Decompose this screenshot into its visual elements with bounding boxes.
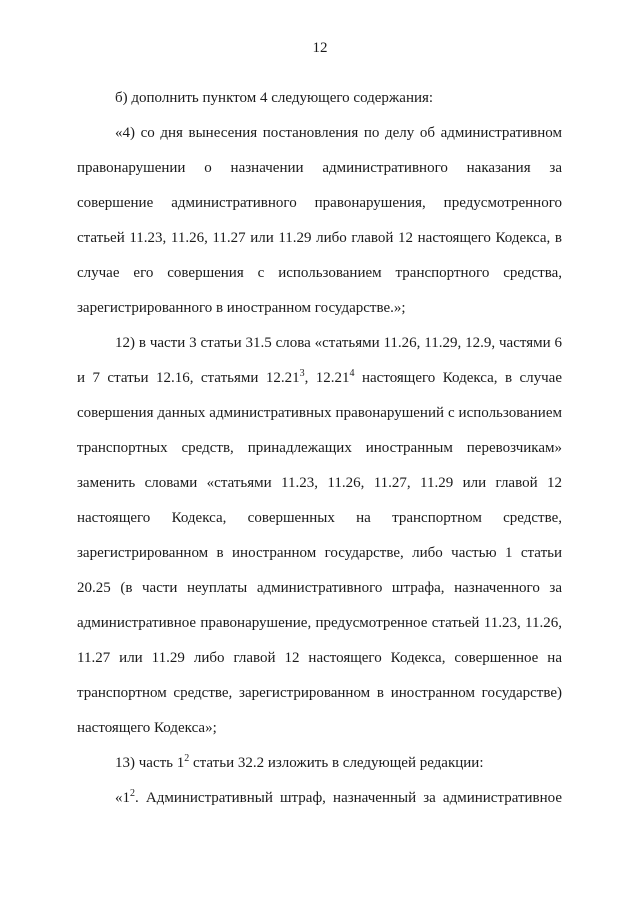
text-line-with-superscripts xyxy=(115,788,562,808)
text-line: правонарушении о назначении административного наказания за xyxy=(77,160,562,176)
text-line: совершение административного правонарушения, предусмотренного xyxy=(77,195,562,211)
text-line-with-superscripts xyxy=(77,368,562,388)
text-line: настоящего Кодекса, совершенных на транспортном средстве, xyxy=(77,510,562,526)
superscript: 3 xyxy=(299,368,305,379)
superscript: 2 xyxy=(130,788,135,799)
superscript: 4 xyxy=(349,368,355,379)
text-segment: , 12.21 xyxy=(304,370,350,386)
page-number: 12 xyxy=(312,40,328,56)
text-line: административное правонарушение, предусмотренное статьей 11.23, 11.26, xyxy=(77,615,562,631)
text-line: 20.25 (в части неуплаты административного штрафа, назначенного за xyxy=(77,580,562,596)
text-line: 11.27 или 11.29 либо главой 12 настоящего Кодекса, совершенное на xyxy=(77,650,562,666)
text-line: б) дополнить пунктом 4 следующего содержания: xyxy=(115,90,434,106)
text-line: зарегистрированного в иностранном государстве.»; xyxy=(77,300,406,316)
text-segment: настоящего Кодекса, в случае xyxy=(354,370,562,386)
text-line: «4) со дня вынесения постановления по делу об административном xyxy=(115,125,562,141)
text-line: 12) в части 3 статьи 31.5 слова «статьями 11.26, 11.29, 12.9, частями 6 xyxy=(115,335,562,351)
text-line: настоящего Кодекса»; xyxy=(77,720,217,736)
text-segment: и 7 статьи 12.16, статьями 12.21 xyxy=(77,370,300,386)
text-line: заменить словами «статьями 11.23, 11.26, 11.27, 11.29 или главой 12 xyxy=(77,475,562,491)
text-line: случае его совершения с использованием транспортного средства, xyxy=(77,265,562,281)
text-line: зарегистрированном в иностранном государстве, либо частью 1 статьи xyxy=(77,545,562,561)
text-segment: . Административный штраф, назначенный за административное xyxy=(135,790,562,806)
text-segment: 13) часть 1 xyxy=(115,755,185,771)
text-segment: статьи 32.2 изложить в следующей редакции: xyxy=(189,755,484,771)
text-line: совершения данных административных правонарушений с использованием xyxy=(77,405,562,421)
text-line: транспортном средстве, зарегистрированном в иностранном государстве) xyxy=(77,685,562,701)
text-line-with-superscripts xyxy=(115,753,562,773)
text-line: транспортных средств, принадлежащих иностранным перевозчикам» xyxy=(77,440,562,456)
superscript: 2 xyxy=(184,753,190,764)
text-line: статьей 11.23, 11.26, 11.27 или 11.29 либо главой 12 настоящего Кодекса, в xyxy=(77,230,562,246)
text-segment: «1 xyxy=(115,790,130,806)
